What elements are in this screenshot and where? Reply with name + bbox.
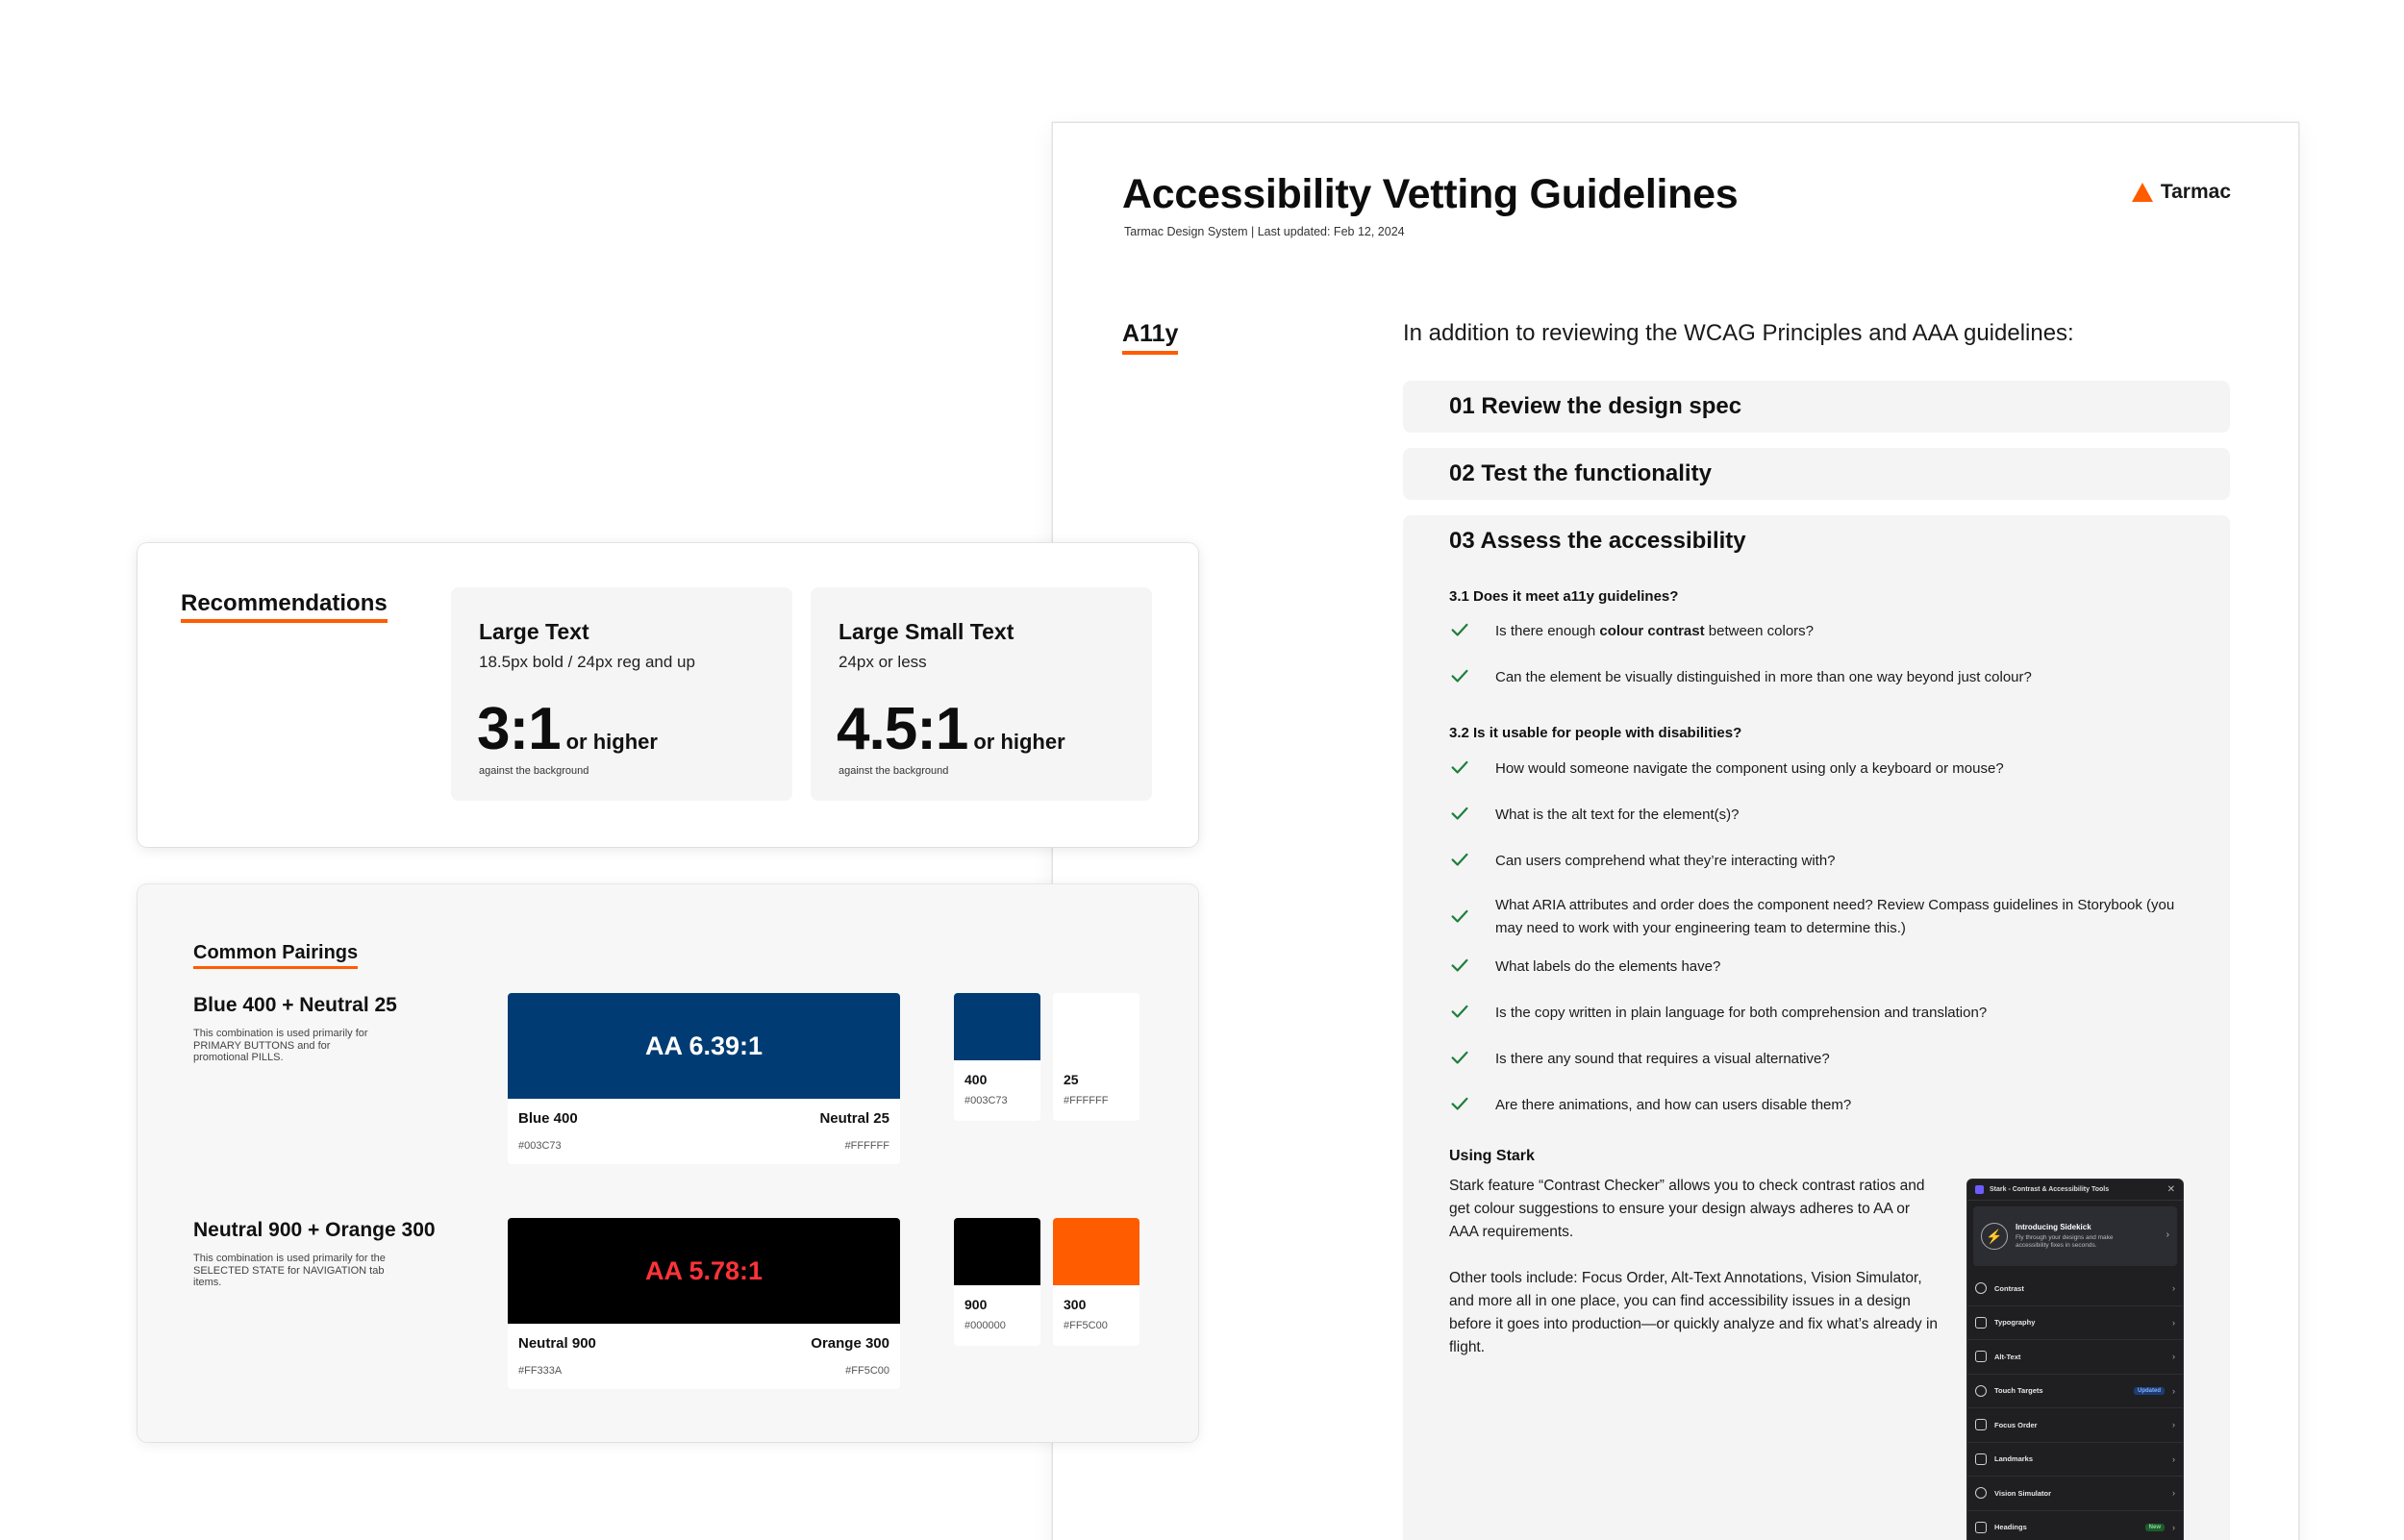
color-chip-neutral-900 [954, 1218, 1040, 1346]
checklist-item [1449, 1002, 2180, 1025]
pairing-name: Neutral 900 + Orange 300 [193, 1219, 436, 1241]
chevron-right-icon: › [2172, 1488, 2175, 1499]
alt-text-icon [1975, 1351, 1987, 1362]
check-icon [1449, 1093, 1470, 1114]
checklist-text: Can users comprehend what they’re interacting with? [1495, 853, 1836, 869]
chip-swatch [954, 1218, 1040, 1285]
tool-label: Typography [1994, 1318, 2036, 1328]
checklist-text: Are there animations, and how can users disable them? [1495, 1097, 1852, 1113]
chip-number: 300 [1064, 1297, 1087, 1312]
check-icon [1449, 849, 1470, 870]
step-title: 01 Review the design spec [1449, 393, 1742, 419]
brand-logo [2132, 181, 2231, 204]
checklist-text: Can the element be visually distinguished in more than one way beyond just colour? [1495, 669, 2032, 685]
checklist-item [1449, 666, 2180, 689]
checklist-item [1449, 1094, 2180, 1117]
chip-swatch [954, 993, 1040, 1060]
chevron-right-icon: › [2172, 1420, 2175, 1430]
checklist-text: Is the copy written in plain language for both comprehension and translation? [1495, 1005, 1988, 1021]
combo-left-name: Blue 400 [518, 1110, 578, 1127]
check-icon [1449, 906, 1470, 927]
chip-hex: #FF5C00 [1064, 1320, 1108, 1331]
color-chip-neutral-25 [1053, 993, 1139, 1121]
check-icon [1449, 757, 1470, 778]
intro-text: In addition to reviewing the WCAG Principles and AAA guidelines: [1403, 320, 2074, 346]
checklist-item [1449, 1048, 2180, 1071]
tool-label: Touch Targets [1994, 1386, 2043, 1396]
tool-label: Headings [1994, 1523, 2027, 1532]
promo-text [2016, 1223, 2131, 1251]
check-icon [1449, 955, 1470, 976]
contrast-icon [1975, 1282, 1987, 1294]
stark-description: Stark feature “Contrast Checker” allows you to check contrast ratios and get colour suggestions to ensure your design always adheres to AA or AAA requirements. [1449, 1178, 1925, 1240]
checklist-item-colour-contrast [1449, 620, 2180, 643]
checklist-text: How would someone navigate the component using only a keyboard or mouse? [1495, 760, 2004, 777]
box-subtitle: 18.5px bold / 24px reg and up [479, 653, 695, 671]
combo-right-name: Neutral 25 [819, 1110, 889, 1127]
step-assess-accessibility [1403, 515, 2230, 1540]
checklist-item-aria [1449, 894, 2180, 940]
chip-hex: #003C73 [964, 1095, 1008, 1106]
chip-hex: #000000 [964, 1320, 1006, 1331]
pairings-title: Common Pairings [193, 942, 358, 969]
chip-number: 25 [1064, 1072, 1079, 1087]
promo-description: Fly through your designs and make accessibility fixes in seconds. [2016, 1233, 2114, 1249]
combo-left-hex: #003C73 [518, 1140, 562, 1152]
pairing-combo-preview [508, 1218, 900, 1389]
tool-label: Contrast [1994, 1283, 2024, 1293]
combo-swatch: AA 5.78:1 [508, 1218, 900, 1324]
contrast-ratio [477, 695, 658, 763]
checklist-text: Is there any sound that requires a visual alternative? [1495, 1051, 1830, 1067]
box-title: Large Text [479, 619, 589, 644]
stark-tool-typography[interactable] [1967, 1306, 2183, 1341]
chip-number: 900 [964, 1297, 988, 1312]
combo-right-hex: #FFFFFF [844, 1140, 889, 1152]
chevron-right-icon: › [2172, 1317, 2175, 1328]
ratio-note: against the background [479, 765, 589, 777]
contrast-ratio [837, 695, 1065, 763]
stark-tool-contrast[interactable] [1967, 1272, 2183, 1306]
focus-order-icon [1975, 1419, 1987, 1430]
landmarks-icon [1975, 1453, 1987, 1465]
color-chip-orange-300 [1053, 1218, 1139, 1346]
checklist-text: What labels do the elements have? [1495, 958, 1721, 975]
stark-plugin-panel [1966, 1179, 2184, 1540]
chip-hex: #FFFFFF [1064, 1095, 1109, 1106]
check-icon [1449, 665, 1470, 686]
close-icon[interactable]: ✕ [2166, 1184, 2175, 1195]
touch-icon [1975, 1385, 1987, 1397]
ratio-suffix: or higher [973, 730, 1065, 754]
checklist-text: What ARIA attributes and order does the component need? Review Compass guidelines in Storybook (you may need to work with your engineering team to determine this.) [1495, 897, 2175, 936]
eye-icon [1975, 1487, 1987, 1499]
stark-tool-alt-text[interactable] [1967, 1340, 2183, 1375]
typography-icon [1975, 1317, 1987, 1329]
chevron-right-icon: › [2172, 1453, 2175, 1464]
stark-heading: Using Stark [1449, 1148, 1535, 1164]
combo-right-name: Orange 300 [811, 1335, 889, 1352]
ratio-value: 4.5:1 [837, 696, 968, 762]
stark-tool-focus-order[interactable] [1967, 1408, 2183, 1443]
stark-panel-header [1967, 1180, 2183, 1201]
checklist-item [1449, 804, 2180, 827]
stark-sidekick-promo[interactable] [1973, 1206, 2177, 1266]
check-icon [1449, 1047, 1470, 1068]
recommendations-title: Recommendations [181, 590, 388, 623]
chevron-right-icon: › [2172, 1352, 2175, 1362]
ratio-value: 3:1 [477, 696, 561, 762]
new-badge: New [2145, 1524, 2165, 1531]
color-chip-blue-400 [954, 993, 1040, 1121]
ratio-suffix: or higher [565, 730, 658, 754]
headings-icon [1975, 1522, 1987, 1533]
page-subtitle: Tarmac Design System | Last updated: Feb 12, 2024 [1124, 225, 1405, 238]
combo-left-hex: #FF333A [518, 1365, 563, 1377]
section-label-a11y: A11y [1122, 320, 1178, 355]
box-title: Large Small Text [839, 619, 1014, 644]
subsection-usability: 3.2 Is it usable for people with disabilities? [1449, 725, 1742, 741]
checklist-item [1449, 758, 2180, 781]
step-title: 03 Assess the accessibility [1449, 528, 1746, 554]
stark-tool-vision-simulator[interactable] [1967, 1477, 2183, 1511]
ratio-note: against the background [839, 765, 949, 777]
checklist-item [1449, 850, 2180, 873]
pairing-name: Blue 400 + Neutral 25 [193, 994, 397, 1016]
tool-label: Landmarks [1994, 1454, 2034, 1464]
pairing-description: This combination is used primarily for PRIMARY BUTTONS and for promotional PILLS. [193, 1028, 368, 1063]
stark-tool-touch-targets[interactable] [1967, 1375, 2183, 1409]
check-icon [1449, 803, 1470, 824]
chevron-right-icon: › [2172, 1385, 2175, 1396]
stark-tool-landmarks[interactable] [1967, 1443, 2183, 1478]
common-pairings-card [138, 884, 1198, 1442]
stark-panel-title: Stark - Contrast & Accessibility Tools [1990, 1186, 2110, 1193]
chip-swatch [1053, 1218, 1139, 1285]
step-review-design-spec[interactable] [1403, 381, 2230, 433]
chevron-right-icon: › [2172, 1283, 2175, 1294]
guidelines-document [1053, 123, 2298, 1540]
checklist-text: Is there enough colour contrast between colors? [1495, 623, 1815, 639]
subsection-guidelines: 3.1 Does it meet a11y guidelines? [1449, 588, 1679, 605]
large-text-box [451, 587, 792, 801]
checklist-text: What is the alt text for the element(s)? [1495, 807, 1740, 823]
step-test-functionality[interactable] [1403, 448, 2230, 500]
combo-swatch: AA 6.39:1 [508, 993, 900, 1099]
promo-title: Introducing Sidekick [2016, 1222, 2091, 1231]
pairing-combo-preview [508, 993, 900, 1164]
stark-tool-headings[interactable] [1967, 1511, 2183, 1540]
stark-other-tools: Other tools include: Focus Order, Alt-Text Annotations, Vision Simulator, and more all in one place, you can find accessibility issues in a design before it goes into production—or quickly analyze and fix what’s already in flight. [1449, 1270, 1939, 1355]
chip-swatch [1053, 993, 1139, 1060]
chip-number: 400 [964, 1072, 988, 1087]
box-subtitle: 24px or less [839, 653, 927, 671]
combo-right-hex: #FF5C00 [845, 1365, 889, 1377]
check-icon [1449, 619, 1470, 640]
step-title: 02 Test the functionality [1449, 460, 1712, 486]
brand-name: Tarmac [2160, 181, 2231, 203]
checklist-item [1449, 956, 2180, 979]
check-icon [1449, 1001, 1470, 1022]
chevron-right-icon: › [2172, 1522, 2175, 1532]
tool-label: Alt-Text [1994, 1352, 2021, 1361]
recommendations-card [138, 543, 1198, 847]
large-small-text-box [811, 587, 1152, 801]
page-title: Accessibility Vetting Guidelines [1122, 171, 1739, 217]
stark-logo-icon [1975, 1185, 1984, 1194]
updated-badge: Updated [2134, 1387, 2165, 1395]
combo-left-name: Neutral 900 [518, 1335, 596, 1352]
pairing-description: This combination is used primarily for the SELECTED STATE for NAVIGATION tab items. [193, 1253, 386, 1288]
chevron-right-icon: › [2166, 1230, 2169, 1240]
tarmac-triangle-icon [2132, 183, 2153, 202]
tool-label: Vision Simulator [1994, 1488, 2052, 1498]
tool-label: Focus Order [1994, 1420, 2038, 1429]
lightning-icon: ⚡ [1981, 1223, 2008, 1250]
